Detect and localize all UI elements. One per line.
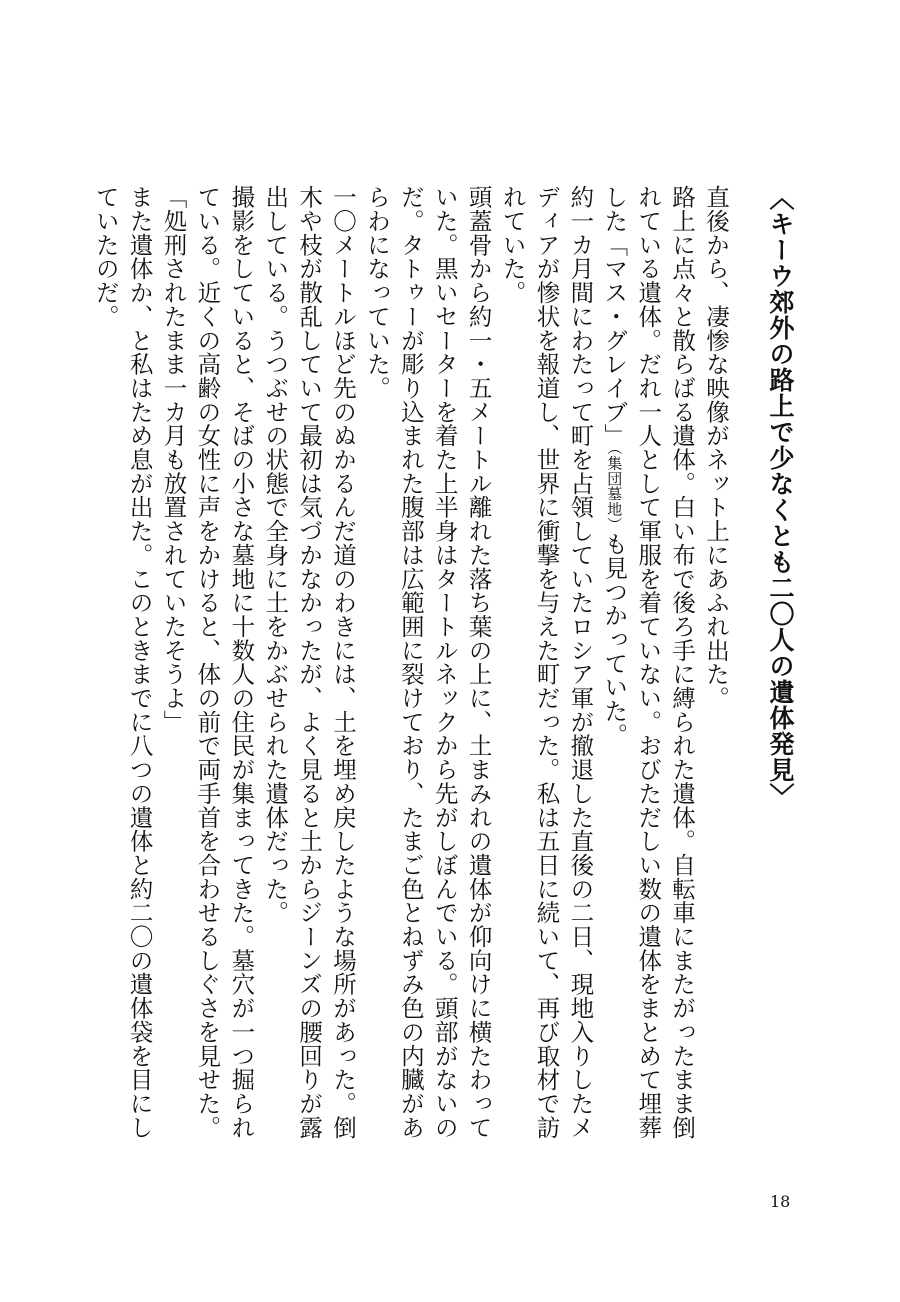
paragraph-text: また遺体か、と私はため息が出た。このときまでに八つの遺体と約二〇の遺体袋を目にしていたのだ。	[91, 185, 154, 1139]
paragraph-6	[190, 185, 258, 1145]
paragraph-text: 「処刑されたまま一カ月も放置されていたそうよ」	[159, 185, 188, 734]
paragraph-8	[88, 185, 156, 1145]
section-heading: 〈キーウ郊外の路上で少なくとも二〇人の遺体発見〉	[766, 185, 795, 809]
paragraph-text: 頭蓋骨から約一・五メートル離れた落ち葉の上に、土まみれの遺体が仰向けに横たわっていた。黒いセーターを着た上半身はタートルネックから先がしぼんでいる。頭部がないのだ。タトゥーが彫り込まれた腹部は広範囲に裂けており、たまご色とねずみ色の内臓があらわになっていた。	[362, 185, 493, 1139]
paragraph-1	[698, 185, 732, 1145]
paragraph-7	[156, 185, 190, 1145]
paragraph-text: 路上に点々と散らばる遺体。白い布で後ろ手に縛られた遺体。自転車にまたがったまま倒れている遺体。だれ一人として軍服を着ていない。おびただしい数の遺体をまとめて埋葬した「マス・グレイブ」	[600, 185, 697, 1139]
paragraph-note: （集団墓地）	[605, 447, 624, 532]
paragraph-text: 一〇メートルほど先のぬかるんだ道のわきには、土を埋め戻したような場所があった。倒木や枝が散乱していて最初は気づかなかったが、よく見ると土からジーンズの腰回りが露出している。うつぶせの状態で全身に土をかぶせられた遺体だった。	[261, 185, 358, 1139]
vertical-text-body	[88, 185, 798, 1145]
paragraph-4	[359, 185, 495, 1145]
paragraph-2	[596, 185, 698, 1145]
paragraph-text: 撮影をしていると、そばの小さな墓地に十数人の住民が集まってきた。墓穴が一つ掘られている。近くの高齢の女性に声をかけると、体の前で両手首を合わせるしぐさを見せた。	[193, 185, 256, 1139]
paragraph-tail: も見つかっていた。	[600, 531, 629, 747]
paragraph-text: 約一カ月間にわたって町を占領していたロシア軍が撤退した直後の二日、現地入りしたメディアが惨状を報道し、世界に衝撃を与えた町だった。私は五日に続いて、再び取材で訪れていた。	[498, 185, 595, 1139]
paragraph-text: 直後から、凄惨な映像がネット上にあふれ出た。	[702, 185, 730, 710]
page-number: 18	[770, 1192, 791, 1211]
paragraph-3	[495, 185, 597, 1145]
paragraph-5	[257, 185, 359, 1145]
